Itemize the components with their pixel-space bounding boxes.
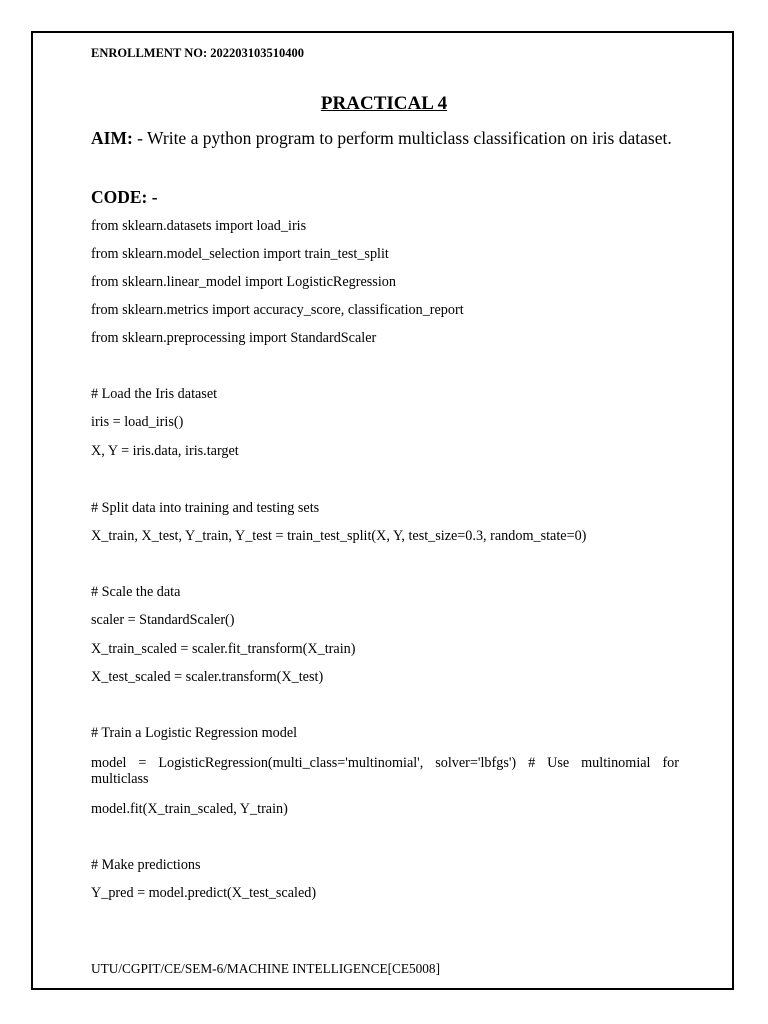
code-line-train-test-split: X_train, X_test, Y_train, Y_test = train_test_split(X, Y, test_size=0.3, random_state=0) <box>91 528 587 544</box>
code-line-scaler: scaler = StandardScaler() <box>91 612 235 628</box>
code-comment-scale: # Scale the data <box>91 584 181 600</box>
aim-statement <box>91 128 672 149</box>
code-comment-train: # Train a Logistic Regression model <box>91 725 298 741</box>
code-comment-load: # Load the Iris dataset <box>91 386 218 402</box>
code-heading: CODE: - <box>91 187 158 207</box>
code-line-import-standard-scaler: from sklearn.preprocessing import StandardScaler <box>91 330 377 346</box>
page-title: PRACTICAL 4 <box>320 93 448 114</box>
aim-label: AIM: <box>91 128 133 148</box>
code-line-model-fit: model.fit(X_train_scaled, Y_train) <box>91 801 288 817</box>
code-line-import-logistic-regression: from sklearn.linear_model import LogisticRegression <box>91 274 396 290</box>
code-comment-split: # Split data into training and testing sets <box>91 500 320 516</box>
code-line-fit-transform: X_train_scaled = scaler.fit_transform(X_train) <box>91 641 356 657</box>
code-line-model-definition: model = LogisticRegression(multi_class='multinomial', solver='lbfgs') # Use multinomial for multiclass <box>91 755 679 787</box>
aim-text: - Write a python program to perform multiclass classification on iris dataset. <box>132 128 672 148</box>
page-footer: UTU/CGPIT/CE/SEM-6/MACHINE INTELLIGENCE[CE5008] <box>91 961 441 976</box>
code-comment-predict: # Make predictions <box>91 857 201 873</box>
code-line-import-load-iris: from sklearn.datasets import load_iris <box>91 218 307 234</box>
code-line-predict: Y_pred = model.predict(X_test_scaled) <box>91 885 317 901</box>
enrollment-number: ENROLLMENT NO: 202203103510400 <box>91 46 304 60</box>
code-line-load-iris: iris = load_iris() <box>91 414 184 430</box>
code-line-import-train-test-split: from sklearn.model_selection import train_test_split <box>91 246 389 262</box>
code-line-import-metrics: from sklearn.metrics import accuracy_score, classification_report <box>91 302 464 318</box>
code-line-assign-xy: X, Y = iris.data, iris.target <box>91 443 239 459</box>
code-line-transform: X_test_scaled = scaler.transform(X_test) <box>91 669 324 685</box>
